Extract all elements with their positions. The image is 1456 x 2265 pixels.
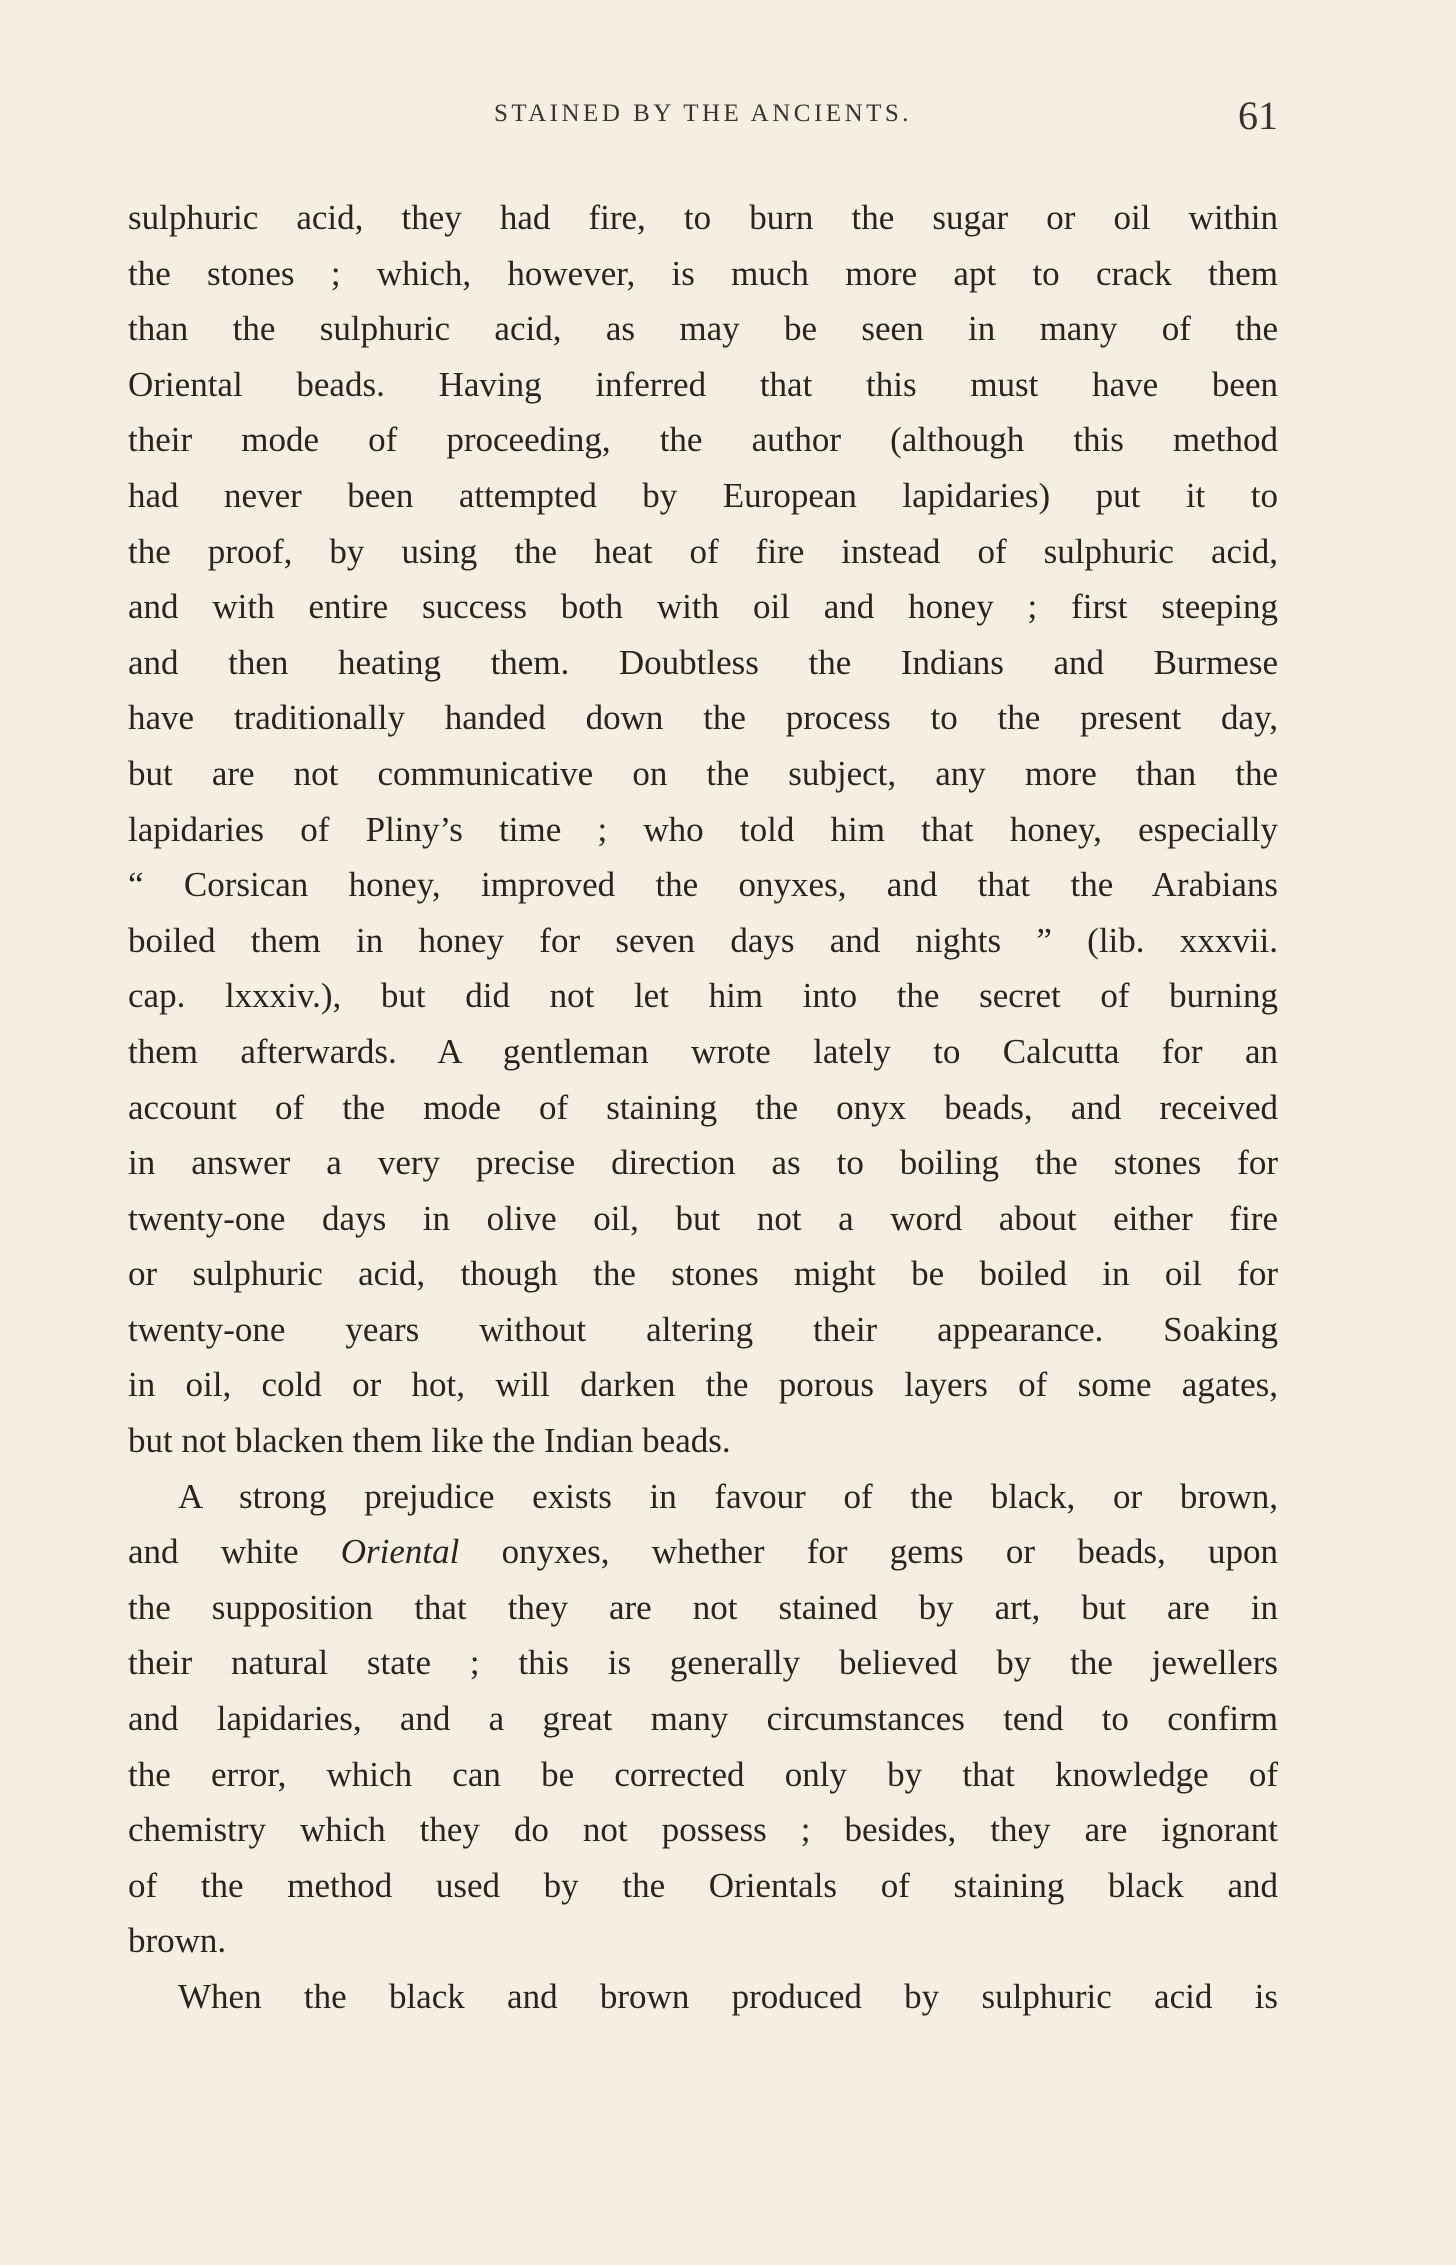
text-line: the proof, by using the heat of fire instead of sulphuric acid, [128,531,1278,571]
body-text [128,190,1278,2025]
page-number: 61 [1238,93,1278,138]
paragraph-end-line: brown. [128,1921,227,1961]
text-line: twenty-one days in olive oil, but not a word about either fire [128,1198,1278,1238]
paragraph-start-line: When the black and brown produced by sulphuric acid is [178,1977,1278,2016]
text-line: cap. lxxxiv.), but did not let him into the secret of burning [128,976,1278,1016]
text-line: of the method used by the Orientals of staining black and [128,1865,1278,1905]
running-head [128,92,1278,142]
text-segment: onyxes, whether for gems or beads, upon [459,1532,1278,1572]
text-line: Oriental beads. Having inferred that this must have been [128,364,1278,404]
running-title: STAINED BY THE ANCIENTS. [493,100,913,127]
paragraph-end-line: but not blacken them like the Indian beads. [128,1421,731,1461]
text-line-with-italic [128,1524,1278,1580]
text-line: account of the mode of staining the onyx beads, and received [128,1087,1278,1127]
text-line: the error, which can be corrected only by that knowledge of [128,1754,1278,1794]
text-segment: and white [128,1532,341,1572]
text-line: in answer a very precise direction as to boiling the stones for [128,1143,1278,1183]
text-line: and with entire success both with oil and honey ; first steeping [128,587,1278,627]
italic-word: Oriental [340,1532,460,1572]
text-line: sulphuric acid, they had fire, to burn the sugar or oil within [128,198,1278,237]
text-line: have traditionally handed down the process to the present day, [128,698,1278,738]
text-line: but are not communicative on the subject, any more than the [128,753,1278,793]
text-line: twenty-one years without altering their appearance. Soaking [128,1309,1278,1349]
text-line: the stones ; which, however, is much more apt to crack them [128,253,1278,293]
paragraph-start-line: A strong prejudice exists in favour of the black, or brown, [178,1476,1278,1516]
text-line: their mode of proceeding, the author (although this method [128,420,1278,460]
text-line: than the sulphuric acid, as may be seen in many of the [128,309,1278,349]
text-line: and then heating them. Doubtless the Indians and Burmese [128,642,1278,682]
text-line: boiled them in honey for seven days and nights ” (lib. xxxvii. [128,920,1278,960]
text-line: lapidaries of Pliny’s time ; who told him that honey, especially [128,809,1278,849]
text-line: their natural state ; this is generally believed by the jewellers [128,1643,1278,1683]
text-line: “ Corsican honey, improved the onyxes, and that the Arabians [128,865,1278,905]
text-line: in oil, cold or hot, will darken the porous layers of some agates, [128,1365,1278,1405]
text-line: and lapidaries, and a great many circumstances tend to confirm [128,1699,1278,1739]
text-line: or sulphuric acid, though the stones might be boiled in oil for [128,1254,1278,1294]
text-line: had never been attempted by European lapidaries) put it to [128,475,1278,515]
text-line: chemistry which they do not possess ; besides, they are ignorant [128,1810,1278,1850]
text-line: them afterwards. A gentleman wrote lately to Calcutta for an [128,1031,1278,1071]
text-line: the supposition that they are not stained by art, but are in [128,1587,1278,1627]
